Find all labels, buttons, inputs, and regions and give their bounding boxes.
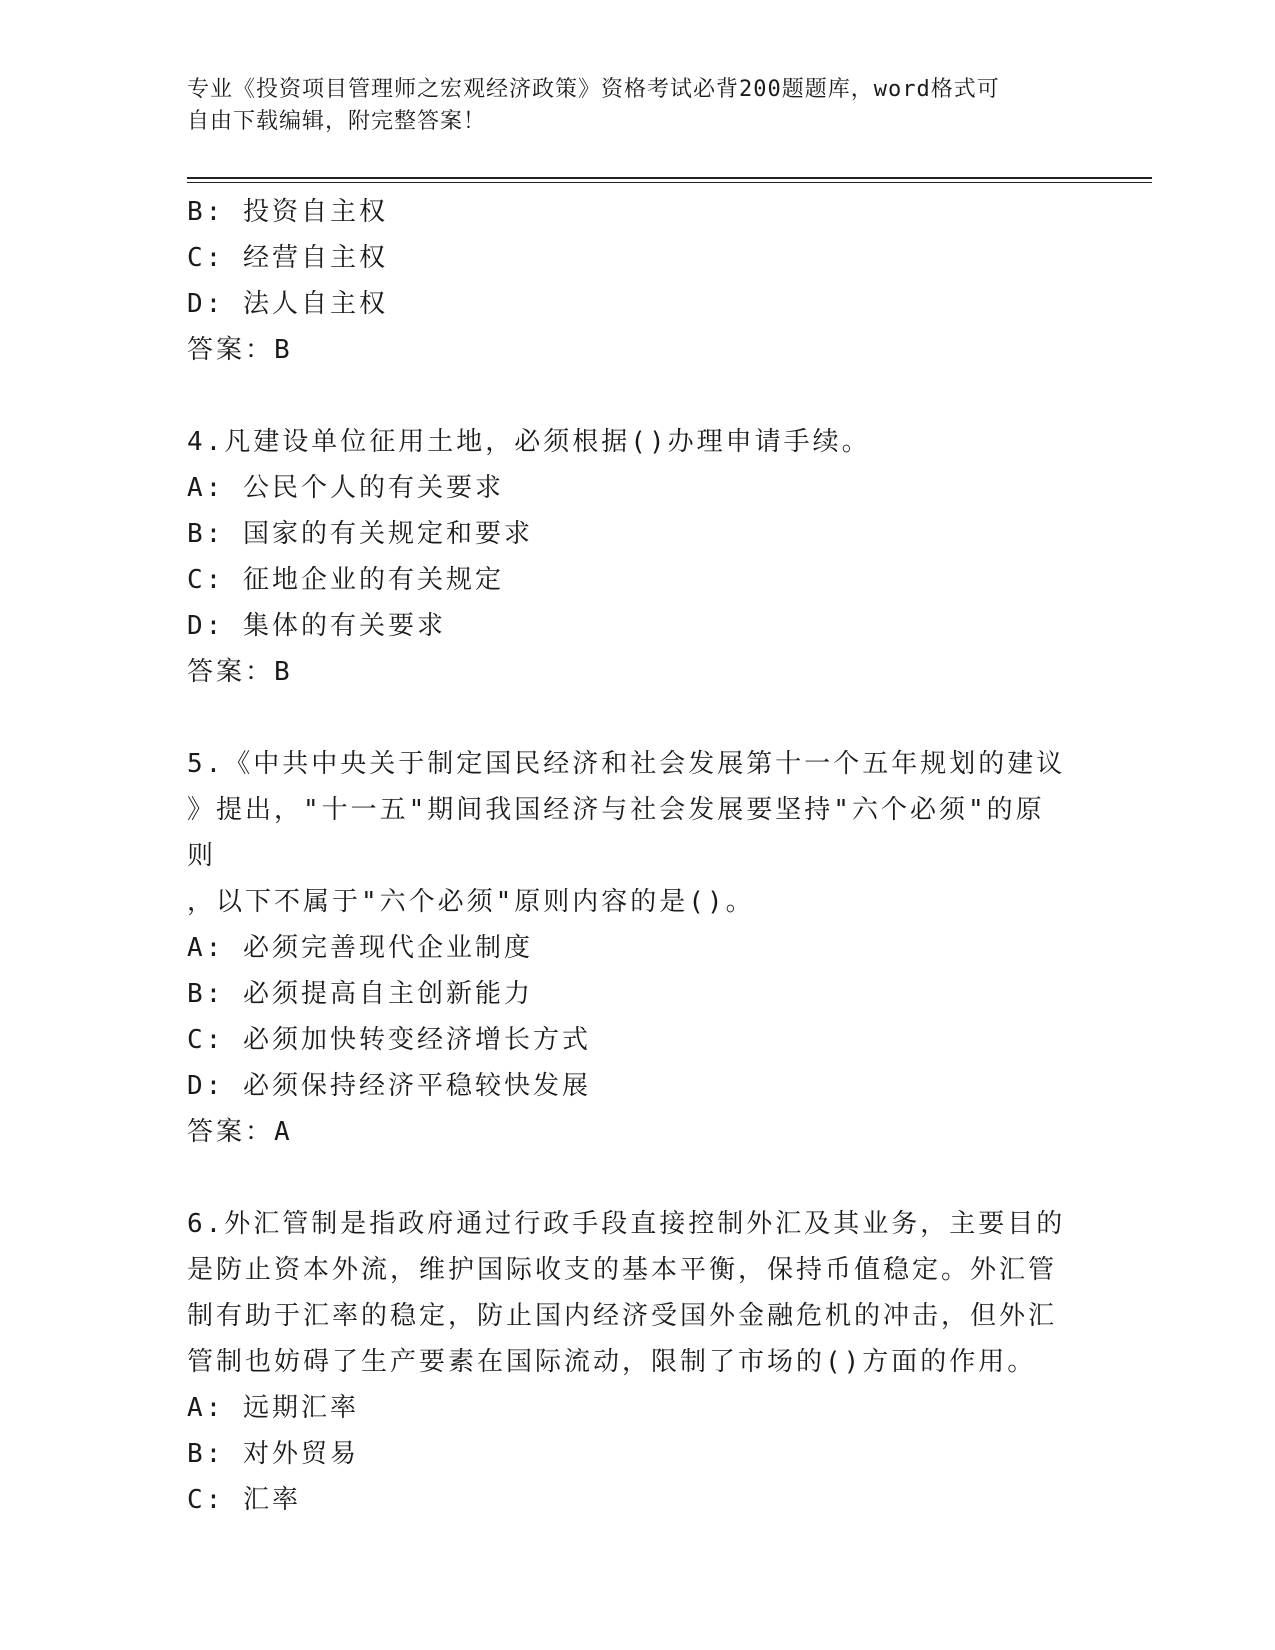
option-b: B: 对外贸易 [187,1439,359,1469]
question-3-tail [187,189,1067,373]
question-stem-line-1: 6.外汇管制是指政府通过行政手段直接控制外汇及其业务，主要目的 [187,1209,1066,1239]
question-stem-line-3: ，以下不属于"六个必须"原则内容的是()。 [187,887,755,917]
option-d: D: 集体的有关要求 [187,611,446,641]
option-b: B: 必须提高自主创新能力 [187,979,533,1009]
option-d: D: 必须保持经济平稳较快发展 [187,1071,591,1101]
option-b: B: 投资自主权 [187,197,388,227]
option-c: C: 征地企业的有关规定 [187,565,504,595]
option-a: A: 公民个人的有关要求 [187,473,504,503]
question-stem-line-2: 》提出，"十一五"期间我国经济与社会发展要坚持"六个必须"的原则 [187,795,1045,871]
question-5 [187,741,1067,1155]
option-d: D: 法人自主权 [187,289,388,319]
spacer [187,1155,1067,1201]
header-line-1: 专业《投资项目管理师之宏观经济政策》资格考试必背200题题库，word格式可 [187,77,1000,102]
answer: 答案：B [187,335,293,365]
question-stem: 4.凡建设单位征用土地，必须根据()办理申请手续。 [187,427,871,457]
document-header [187,74,1057,138]
question-stem-line-2: 是防止资本外流，维护国际收支的基本平衡，保持币值稳定。外汇管 [187,1255,1058,1285]
header-divider-thick [187,177,1152,179]
answer: 答案：B [187,657,293,687]
question-6 [187,1201,1067,1523]
question-stem-line-4: 管制也妨碍了生产要素在国际流动，限制了市场的()方面的作用。 [187,1347,1037,1377]
question-list [187,189,1067,1523]
header-divider-thin [187,182,1152,183]
option-c: C: 必须加快转变经济增长方式 [187,1025,591,1055]
question-stem-line-1: 5.《中共中央关于制定国民经济和社会发展第十一个五年规划的建议 [187,749,1066,779]
option-a: A: 必须完善现代企业制度 [187,933,533,963]
spacer [187,373,1067,419]
question-stem-line-3: 制有助于汇率的稳定，防止国内经济受国外金融危机的冲击，但外汇 [187,1301,1058,1331]
answer: 答案：A [187,1117,293,1147]
option-a: A: 远期汇率 [187,1393,359,1423]
option-c: C: 经营自主权 [187,243,388,273]
option-c: C: 汇率 [187,1485,301,1515]
spacer [187,695,1067,741]
header-line-2: 自由下载编辑，附完整答案！ [187,109,487,134]
option-b: B: 国家的有关规定和要求 [187,519,533,549]
question-4 [187,419,1067,695]
